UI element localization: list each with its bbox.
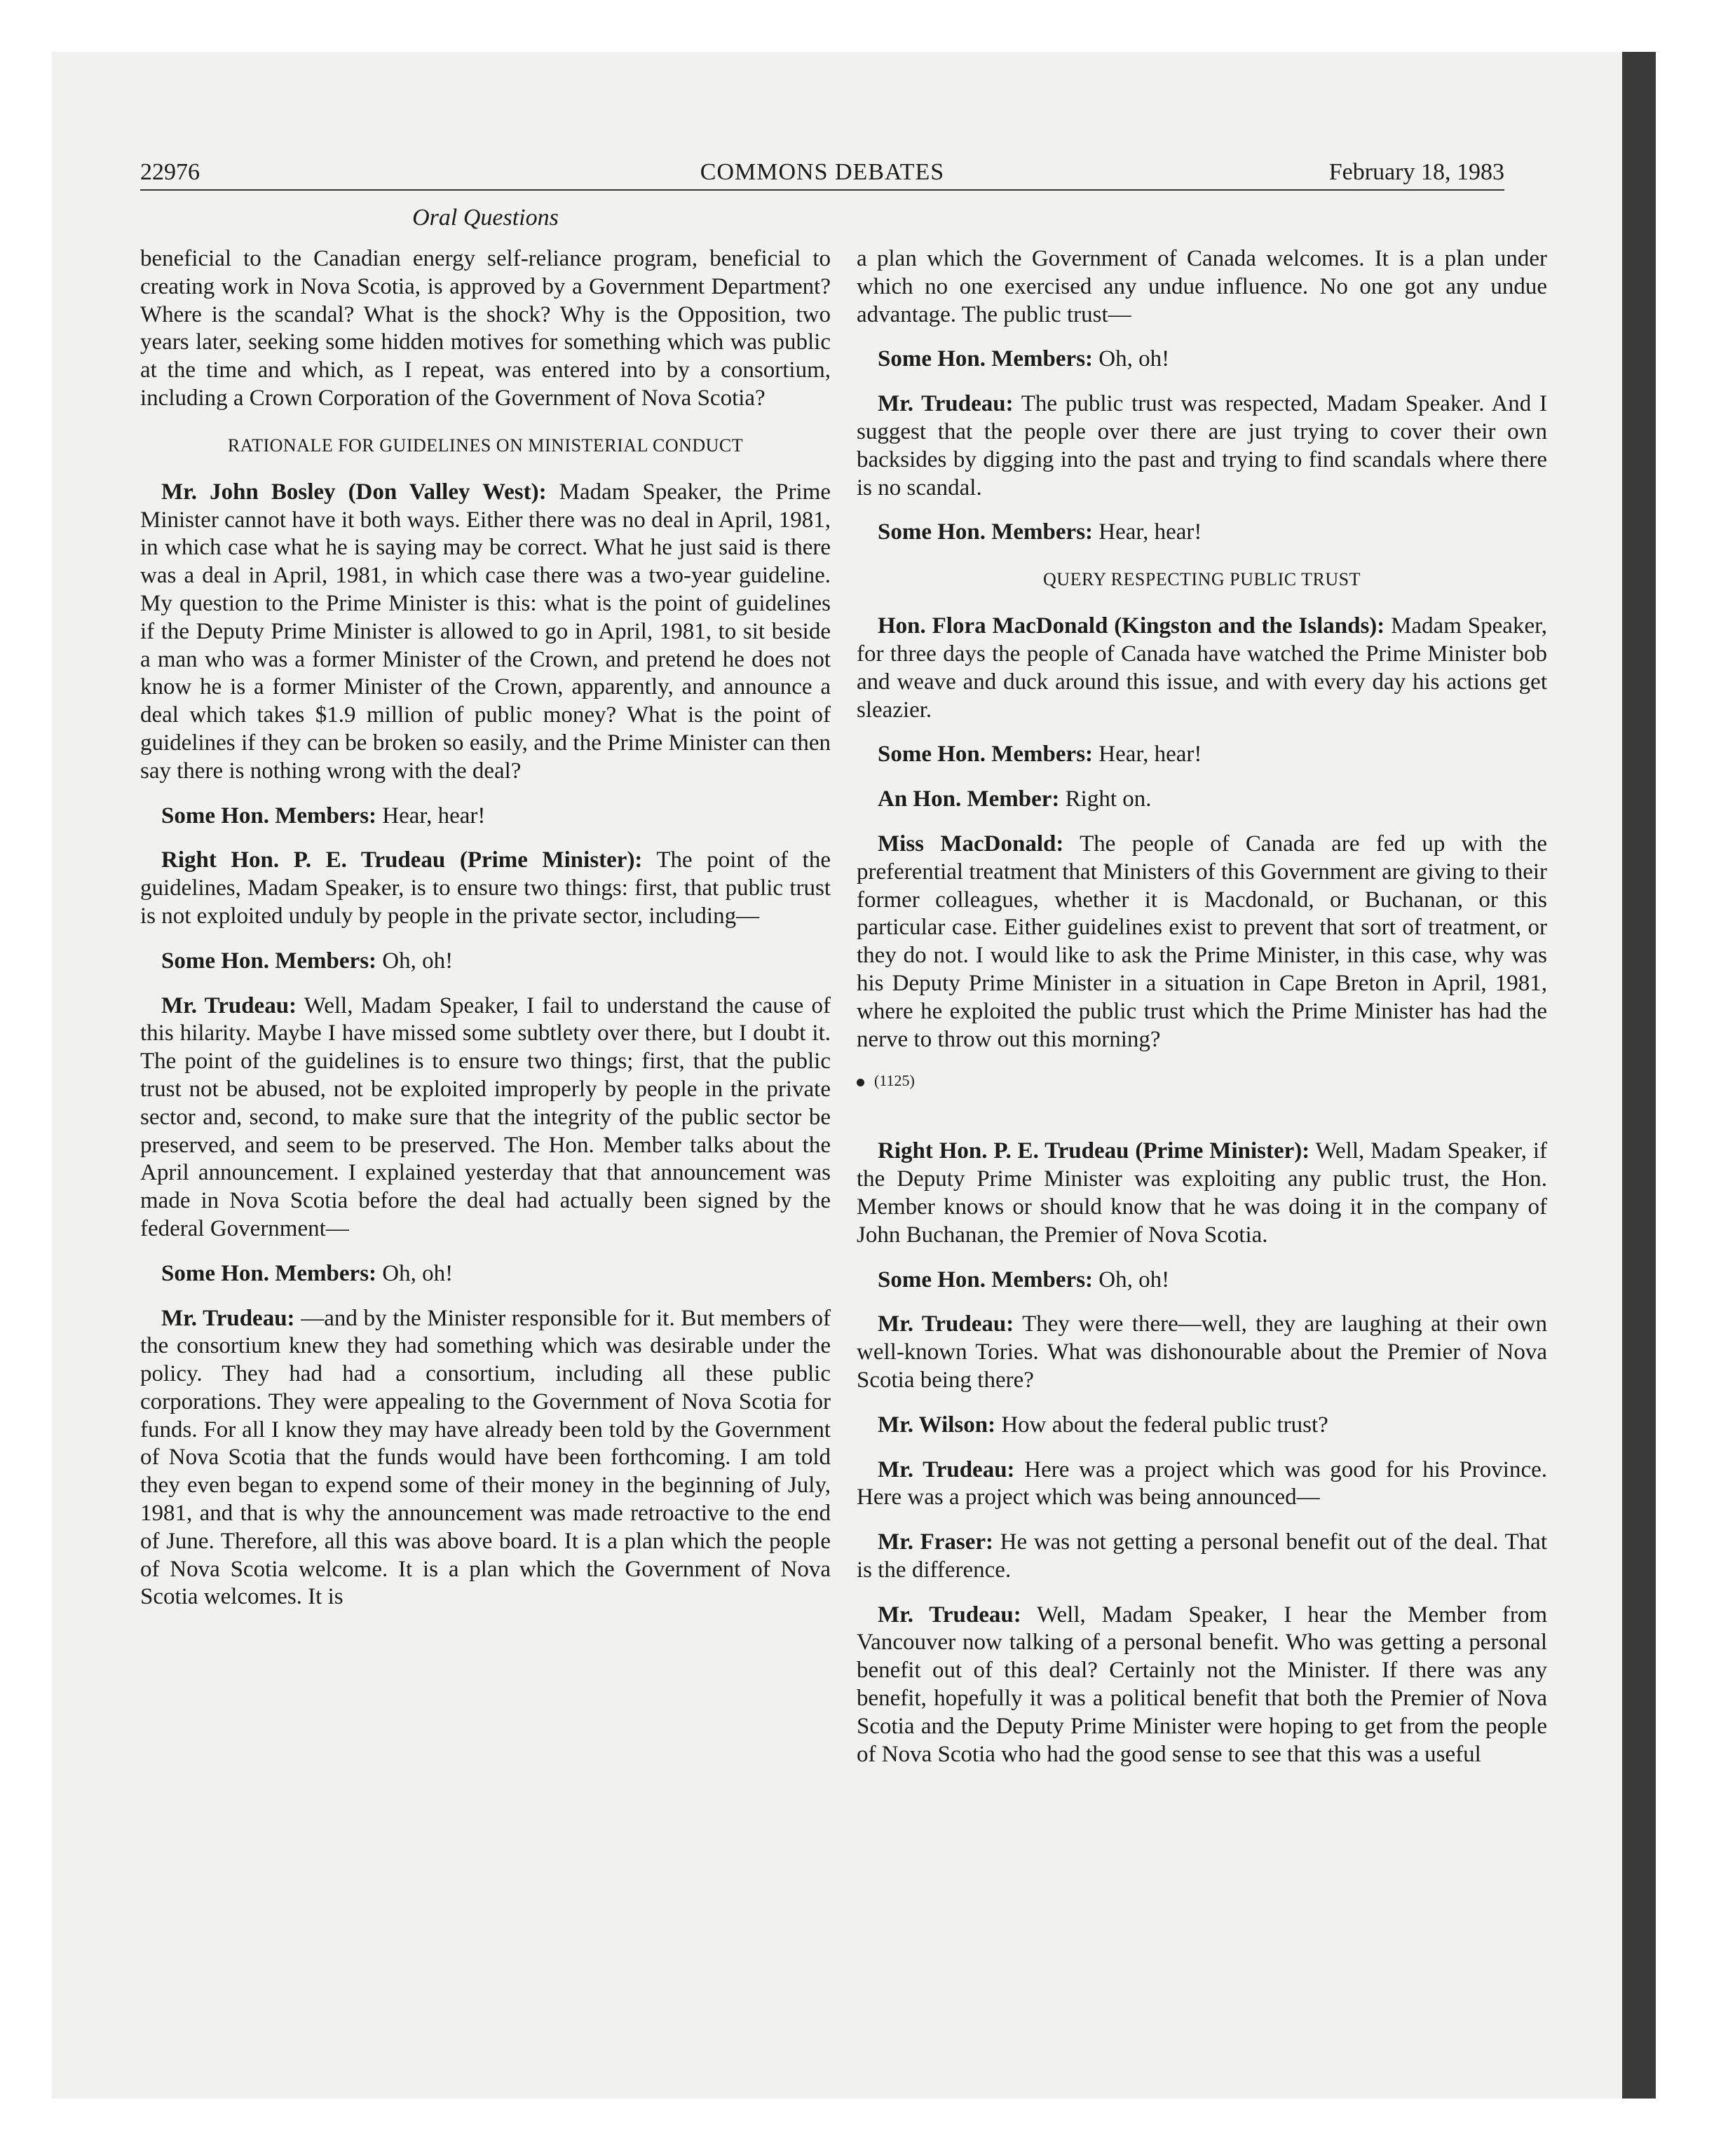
speech-text: They were there—well, they are laughing at their own well-known Tories. What was dishonourable about the Premier of Nova Scotia being there? (857, 1311, 1548, 1393)
time-marker-label: (1125) (874, 1072, 915, 1090)
speech-paragraph (857, 1311, 1547, 1394)
speaker-name: Miss MacDonald: (878, 831, 1064, 857)
speech-paragraph (140, 1305, 831, 1612)
speech-paragraph (140, 992, 831, 1243)
speaker-name: An Hon. Member: (878, 786, 1060, 812)
speaker-name: Mr. Trudeau: (878, 1602, 1021, 1628)
section-title: Oral Questions (412, 205, 559, 231)
speech-paragraph (857, 390, 1547, 502)
speaker-name: Mr. Fraser: (878, 1529, 994, 1555)
speech-paragraph (857, 1602, 1547, 1769)
speaker-name: Mr. Trudeau: (161, 1305, 295, 1331)
speech-paragraph (857, 1267, 1547, 1295)
issue-date: February 18, 1983 (1328, 159, 1504, 185)
speech-text: Hear, hear! (382, 803, 486, 828)
speech-paragraph (857, 741, 1547, 769)
speech-text: How about the federal public trust? (1001, 1412, 1328, 1438)
page-number: 22976 (140, 159, 200, 185)
speech-text: Hear, hear! (1098, 742, 1202, 767)
speech-text: The point of the guidelines, Madam Speaker, is to ensure two things: first, that public trust is not exploited unduly by people in the private sector, including— (140, 847, 831, 929)
speaker-name: Right Hon. P. E. Trudeau (Prime Minister): (878, 1138, 1310, 1164)
speaker-name: Some Hon. Members: (878, 742, 1094, 767)
speech-paragraph (857, 1529, 1547, 1585)
speaker-name: Some Hon. Members: (878, 1267, 1094, 1292)
speaker-name: Mr. Trudeau: (878, 1456, 1015, 1482)
speech-paragraph (857, 1138, 1547, 1249)
speaker-name: Mr. Trudeau: (878, 1311, 1014, 1337)
speaker-name: Mr. Wilson: (878, 1412, 996, 1438)
speech-paragraph (140, 847, 831, 930)
speaker-name: Some Hon. Members: (161, 948, 377, 974)
speech-text: Oh, oh! (382, 1260, 454, 1286)
continued-paragraph: a plan which the Government of Canada welcomes. It is a plan under which no one exercised any undue influence. No one got any undue advantage. The public trust— (857, 246, 1547, 327)
speech-text: —and by the Minister responsible for it. But members of the consortium knew they had something which was desirable under the policy. They had had a consortium, including all these public corporations. They were appealing to the Government of Nova Scotia for funds. For all I know they may have already been told by the Government of Nova Scotia that the funds would have been forthcoming. I am told they even began to expend some of their money in the beginning of July, 1981, and that is why the announcement was made retroactive to the end of June. Therefore, all this was above board. It is a plan which the people of Nova Scotia welcome. It is a plan which the Government of Nova Scotia welcomes. It is (140, 1305, 831, 1610)
speech-paragraph (857, 613, 1547, 724)
speaker-name: Some Hon. Members: (161, 803, 377, 828)
speech-paragraph (140, 479, 831, 786)
header-rule (140, 189, 1504, 191)
speech-text: Well, Madam Speaker, I fail to understand the cause of this hilarity. Maybe I have missed some subtlety over there, but I doubt it. The point of the guidelines is to ensure two things; first, that the public trust not be abused, not be exploited improperly by people in the private sector and, second, to make sure that the integrity of the public sector be preserved, and seem to be preserved. The Hon. Member talks about the April announcement. I explained yesterday that that announcement was made in Nova Scotia before the deal had actually been signed by the federal Government— (140, 992, 831, 1241)
speech-paragraph (140, 803, 831, 831)
subject-heading: QUERY RESPECTING PUBLIC TRUST (1043, 569, 1361, 590)
continued-paragraph: beneficial to the Canadian energy self-reliance program, beneficial to creating work in Nova Scotia, is approved by a Government Department? Where is the scandal? What is the shock? Why is the Opposition, two years later, seeking some hidden motives for something which was public at the time and which, as I repeat, was entered into by a consortium, including a Crown Corporation of the Government of Nova Scotia? (140, 246, 831, 411)
speech-text: He was not getting a personal benefit out of the deal. That is the difference. (857, 1529, 1547, 1583)
speech-text: The public trust was respected, Madam Speaker. And I suggest that the people over there are just trying to cover their own backsides by digging into the past and trying to find scandals where there is no scandal. (857, 391, 1547, 500)
right-column (857, 245, 1547, 1785)
speech-text: Madam Speaker, for three days the people of Canada have watched the Prime Minister bob and weave and duck around this issue, and with every day his actions get sleazier. (857, 613, 1548, 723)
subject-heading: RATIONALE FOR GUIDELINES ON MINISTERIAL CONDUCT (227, 435, 744, 456)
bullet-icon (857, 1079, 864, 1086)
speech-text: Well, Madam Speaker, if the Deputy Prime Minister was exploiting any public trust, the Hon. Member knows or should know that he was doing it in the company of John Buchanan, the Premier of Nova Scotia. (857, 1138, 1547, 1248)
running-header (140, 158, 1504, 186)
speech-text: The people of Canada are fed up with the preferential treatment that Ministers of this Government are giving to their former colleagues, whether it is Macdonald, or Buchanan, or this particular case. Either guidelines exist to prevent that sort of treatment, or they do not. I would like to ask the Prime Minister, in this case, why was his Deputy Prime Minister in a situation in Cape Breton in April, 1981, where he exploited the public trust which the Prime Minister has had the nerve to throw out this morning? (857, 831, 1547, 1052)
speaker-name: Some Hon. Members: (161, 1260, 377, 1286)
speech-text: Right on. (1065, 786, 1152, 812)
speech-paragraph (857, 786, 1547, 814)
speech-paragraph (140, 948, 831, 976)
speaker-name: Mr. John Bosley (Don Valley West): (161, 479, 547, 505)
speaker-name: Mr. Trudeau: (878, 391, 1014, 417)
speech-paragraph (857, 1412, 1547, 1440)
speech-text: Oh, oh! (1098, 346, 1170, 372)
speech-text: Oh, oh! (1098, 1267, 1170, 1292)
speaker-name: Some Hon. Members: (878, 346, 1094, 372)
speech-text: Here was a project which was good for his Province. Here was a project which was being announced— (857, 1456, 1548, 1510)
speech-text: Hear, hear! (1098, 519, 1202, 545)
speech-paragraph (857, 1456, 1547, 1513)
speech-paragraph (857, 346, 1547, 374)
time-marker (857, 1070, 1547, 1091)
left-column (140, 245, 831, 1628)
speech-paragraph (857, 519, 1547, 547)
speech-paragraph (857, 831, 1547, 1053)
speech-text: Oh, oh! (382, 948, 454, 974)
speaker-name: Some Hon. Members: (878, 519, 1094, 545)
speaker-name: Hon. Flora MacDonald (Kingston and the Islands): (878, 613, 1385, 639)
scan-binding-edge (1622, 52, 1656, 2099)
speech-paragraph (140, 1260, 831, 1288)
speech-text: Madam Speaker, the Prime Minister cannot have it both ways. Either there was no deal in April, 1981, in which case what he is saying may be correct. What he just said is there was a deal in April, 1981, in which case there was a two-year guideline. My question to the Prime Minister is this: what is the point of guidelines if the Deputy Prime Minister is allowed to go in April, 1981, to sit beside a man who was a former Minister of the Crown, and pretend he does not know he is a former Minister of the Crown, apparently, and announce a deal which takes $1.9 million of public money? What is the point of guidelines if they can be broken so easily, and the Prime Minister can then say there is nothing wrong with the deal? (140, 479, 831, 784)
speaker-name: Right Hon. P. E. Trudeau (Prime Minister): (161, 847, 643, 873)
journal-title: COMMONS DEBATES (700, 159, 945, 185)
speech-text: Well, Madam Speaker, I hear the Member from Vancouver now talking of a personal benefit. Who was getting a personal benefit out of this deal? Certainly not the Minister. If there was any benefit, hopefully it was a political benefit that both the Premier of Nova Scotia and the Deputy Prime Minister were hoping to get from the people of Nova Scotia who had the good sense to see that this was a useful (857, 1602, 1547, 1767)
speaker-name: Mr. Trudeau: (161, 992, 297, 1018)
